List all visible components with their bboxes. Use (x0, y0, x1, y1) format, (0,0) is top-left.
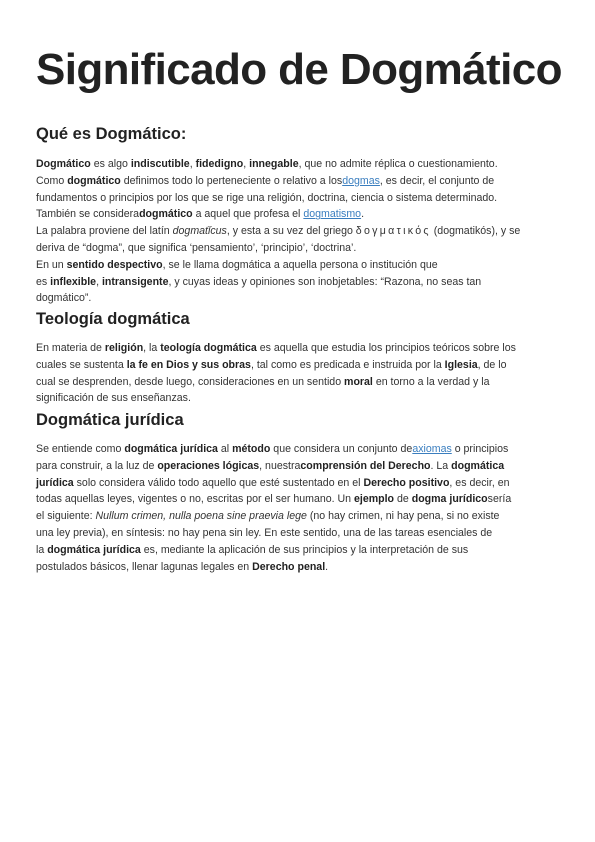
text: , (96, 275, 102, 288)
bold-text: método (232, 443, 271, 455)
text: una ley previa), en síntesis: no hay pena sin ley. En este sentido, una de las tareas esenciales de (36, 526, 493, 539)
paragraph-line (36, 374, 560, 391)
bold-text: dogmático (139, 208, 193, 221)
section-heading-juridica: Dogmática jurídica (36, 411, 184, 429)
text: , nuestra (259, 459, 301, 472)
dogmatismo-link[interactable]: dogmatismo (303, 208, 362, 221)
text: que considera un conjunto de (270, 443, 413, 455)
paragraph-line (36, 290, 560, 307)
bold-text: fidedigno (195, 158, 244, 170)
text: , que no admite réplica o cuestionamiento. (298, 158, 498, 170)
paragraph-line (36, 525, 560, 542)
section-juridica (36, 441, 560, 575)
text: solo considera válido todo aquello que esté sustentado en el (73, 476, 364, 489)
text: (dogmatikós), y se (430, 225, 521, 238)
bold-text: inflexible (50, 275, 97, 288)
paragraph-line (36, 173, 560, 190)
text: cual se desprenden, desde luego, consideraciones en un sentido (36, 375, 345, 388)
text: En materia de (36, 342, 105, 354)
text: También se considera (36, 208, 140, 221)
paragraph-line (36, 240, 560, 257)
greek-word: δογματικός (355, 225, 431, 238)
text: es algo (90, 158, 131, 170)
section-que-es (36, 156, 560, 307)
text: La palabra proviene del latín (36, 225, 173, 238)
text: para construir, a la luz de (36, 459, 158, 472)
text: cuales se sustenta (36, 358, 127, 371)
page-title: Significado de Dogmático (36, 45, 562, 94)
paragraph-line (36, 559, 560, 576)
dogmas-link[interactable]: dogmas (342, 174, 380, 187)
text: todas aquellas leyes, vigentes o no, escritas por el ser humano. Un (36, 493, 354, 506)
axiomas-link[interactable]: axiomas (412, 443, 452, 455)
text: . (325, 560, 329, 573)
text: (no hay crimen, ni hay pena, si no existe (306, 510, 500, 523)
bold-text: jurídica (36, 476, 74, 489)
text: definimos todo lo perteneciente o relativo a los (120, 174, 343, 187)
bold-text: Derecho penal (252, 560, 326, 573)
bold-text: Dogmático (36, 158, 91, 170)
text: , es decir, en (449, 476, 510, 489)
text: fundamentos o principios por los que se rige una religión, doctrina, ciencia o sistema determinado. (36, 191, 498, 204)
text: o principios (451, 443, 509, 455)
text: significación de sus enseñanzas. (36, 392, 191, 405)
text: , la (143, 342, 161, 354)
bold-text: operaciones lógicas (157, 459, 260, 472)
text: , de lo (477, 358, 507, 371)
text: en torno a la verdad y la (372, 375, 490, 388)
text: postulados básicos, llenar lagunas legales en (36, 560, 253, 573)
bold-text: innegable (249, 158, 299, 170)
bold-text: dogmática jurídica (124, 443, 218, 455)
text: Se entiende como (36, 443, 125, 455)
text: , se le llama dogmática a aquella persona o institución que (162, 258, 438, 271)
section-heading-teologia: Teología dogmática (36, 310, 190, 328)
text: el siguiente: (36, 510, 96, 523)
section-heading-que-es: Qué es Dogmático: (36, 125, 187, 143)
text: En un (36, 258, 67, 271)
bold-text: intransigente (101, 275, 169, 288)
text: es (36, 275, 51, 288)
text: de (394, 493, 412, 506)
paragraph-line (36, 190, 560, 207)
italic-text: Nullum crimen, nulla poena sine praevia lege (95, 510, 307, 523)
paragraph-line (36, 475, 560, 492)
bold-text: dogmática jurídica (47, 543, 141, 556)
text: la (36, 543, 48, 556)
text: al (217, 443, 233, 455)
bold-text: sentido despectivo (66, 258, 163, 271)
italic-text: dogmatĭcus (172, 225, 227, 238)
paragraph-line (36, 458, 560, 475)
bold-text: indiscutible (130, 158, 190, 170)
text: , tal como es predicada e instruida por la (250, 358, 445, 371)
bold-text: teología dogmática (160, 342, 257, 354)
paragraph-line (36, 357, 560, 374)
bold-text: Derecho positivo (363, 476, 450, 489)
paragraph-line (36, 508, 560, 525)
paragraph-line (36, 340, 560, 357)
text: , (189, 158, 196, 170)
paragraph-line (36, 274, 560, 291)
text: a aquel que profesa el (192, 208, 304, 221)
text: deriva de “dogma”, que significa ‘pensamiento’, ‘principio’, ‘doctrina’. (36, 241, 357, 254)
paragraph-line (36, 441, 560, 458)
bold-text: religión (104, 342, 144, 354)
bold-text: Iglesia (444, 358, 478, 371)
bold-text: comprensión del Derecho (300, 459, 431, 472)
paragraph-line (36, 223, 560, 240)
text: dogmático”. (36, 292, 92, 305)
text: sería (487, 493, 512, 506)
text: es, mediante la aplicación de sus principios y la interpretación de sus (140, 543, 469, 556)
text: , es decir, el conjunto de (379, 174, 495, 187)
paragraph-line (36, 206, 560, 223)
text: Como (36, 174, 68, 187)
paragraph-line (36, 390, 560, 407)
paragraph-line (36, 156, 560, 173)
paragraph-line (36, 491, 560, 508)
text: es aquella que estudia los principios teóricos sobre los (256, 342, 516, 354)
bold-text: ejemplo (354, 493, 395, 506)
text: . (361, 208, 365, 221)
text: . La (430, 459, 452, 472)
bold-text: la fe en Dios y sus obras (126, 358, 251, 371)
paragraph-line (36, 542, 560, 559)
bold-text: dogmática (451, 459, 505, 472)
text: , (243, 158, 250, 170)
bold-text: dogma jurídico (411, 493, 488, 506)
text: , y cuyas ideas y opiniones son inobjetables: “Razona, no seas tan (168, 275, 482, 288)
section-teologia (36, 340, 560, 407)
paragraph-line (36, 257, 560, 274)
bold-text: moral (344, 375, 373, 388)
text: , y esta a su vez del griego (226, 225, 356, 238)
bold-text: dogmático (67, 174, 121, 187)
